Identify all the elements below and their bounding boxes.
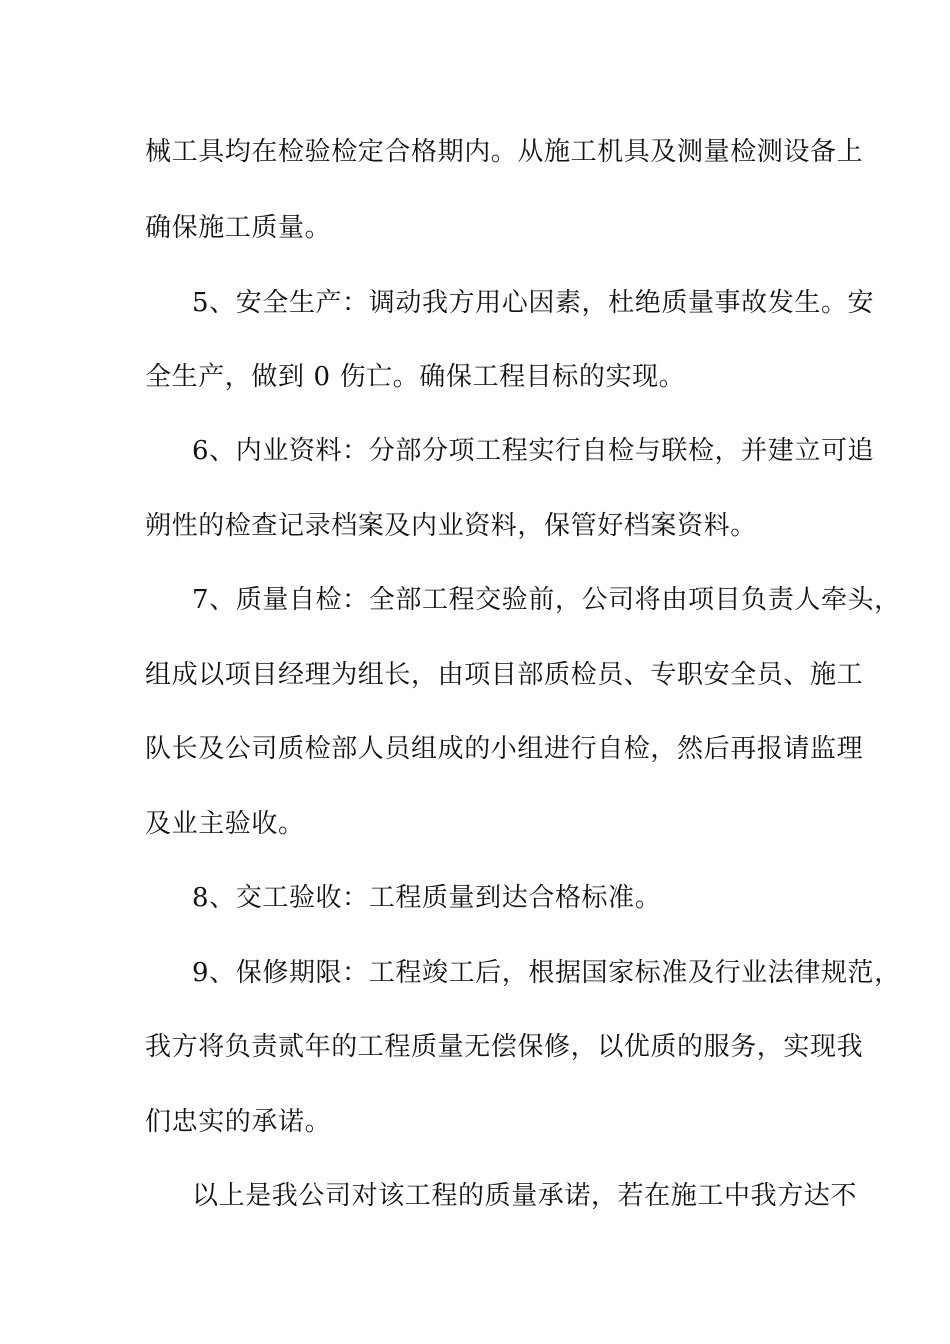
- text-line-6: 朔性的检查记录档案及内业资料，保管好档案资料。: [145, 511, 757, 541]
- text-line-11: 8、交工验收：工程质量到达合格标准。: [192, 883, 662, 913]
- text-line-3: 5、安全生产：调动我方用心因素，杜绝质量事故发生。安: [192, 288, 875, 318]
- text-line-10: 及业主验收。: [145, 809, 305, 839]
- text-line-5: 6、内业资料：分部分项工程实行自检与联检，并建立可追: [192, 436, 875, 466]
- text-line-7: 7、质量自检：全部工程交验前，公司将由项目负责人牵头，: [192, 585, 901, 615]
- text-line-8: 组成以项目经理为组长，由项目部质检员、专职安全员、施工: [145, 660, 864, 690]
- text-line-4: 全生产，做到 0 伤亡。确保工程目标的实现。: [145, 362, 686, 392]
- text-line-9: 队长及公司质检部人员组成的小组进行自检，然后再报请监理: [145, 734, 864, 764]
- text-line-12: 9、保修期限：工程竣工后，根据国家标准及行业法律规范，: [192, 958, 901, 988]
- text-line-13: 我方将负责贰年的工程质量无偿保修，以优质的服务，实现我: [145, 1032, 864, 1062]
- text-line-1: 械工具均在检验检定合格期内。从施工机具及测量检测设备上: [145, 137, 864, 167]
- text-line-14: 们忠实的承诺。: [145, 1107, 332, 1137]
- text-line-15: 以上是我公司对该工程的质量承诺，若在施工中我方达不: [192, 1181, 858, 1211]
- text-line-2: 确保施工质量。: [145, 213, 332, 243]
